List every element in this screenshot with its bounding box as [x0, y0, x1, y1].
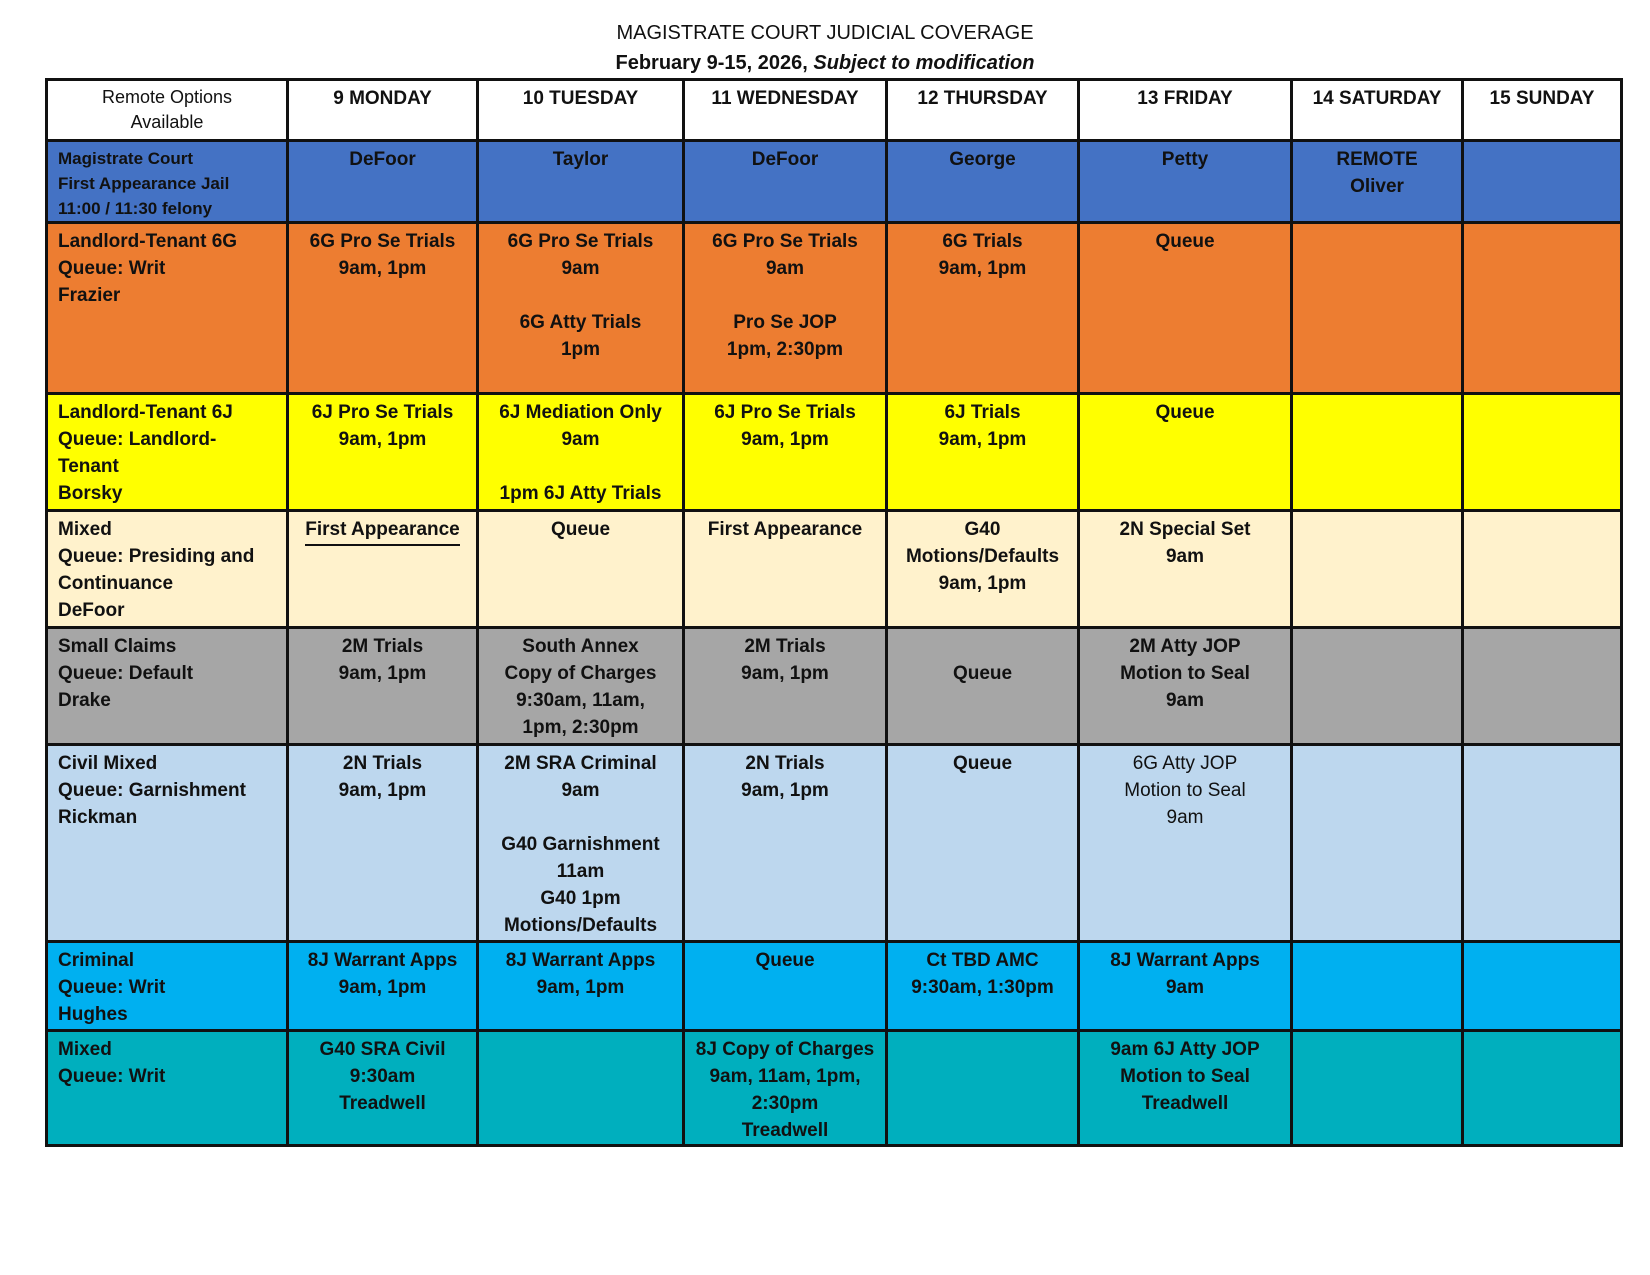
cell-friday: Queue [1079, 394, 1292, 511]
cell-monday: First Appearance [288, 511, 478, 628]
coverage-table [45, 78, 1623, 1147]
column-header-remote-options: Remote Options Available [47, 80, 288, 141]
cell-saturday [1292, 511, 1463, 628]
header-row [47, 80, 1622, 141]
row-label: Landlord-Tenant 6J Queue: Landlord- Tenant Borsky [47, 394, 288, 511]
subtitle-dates: February 9-15, 2026, [615, 52, 814, 74]
cell-sunday [1463, 1031, 1622, 1146]
cell-tuesday: 8J Warrant Apps 9am, 1pm [478, 942, 684, 1031]
cell-thursday [887, 1031, 1079, 1146]
cell-wednesday: First Appearance [684, 511, 887, 628]
column-header-thursday: 12 THURSDAY [887, 80, 1079, 141]
cell-monday: 6G Pro Se Trials 9am, 1pm [288, 223, 478, 394]
document-title: MAGISTRATE COURT JUDICIAL COVERAGE [616, 22, 1034, 44]
cell-saturday [1292, 942, 1463, 1031]
cell-wednesday: Queue [684, 942, 887, 1031]
row-label: Mixed Queue: Presiding and Continuance DeFoor [47, 511, 288, 628]
cell-tuesday: 6G Pro Se Trials 9am 6G Atty Trials 1pm [478, 223, 684, 394]
cell-monday: G40 SRA Civil 9:30am Treadwell [288, 1031, 478, 1146]
column-header-tuesday: 10 TUESDAY [478, 80, 684, 141]
cell-saturday [1292, 745, 1463, 942]
document-subtitle [0, 48, 1650, 78]
row-mixed-writ [47, 1031, 1622, 1146]
cell-monday: 8J Warrant Apps 9am, 1pm [288, 942, 478, 1031]
cell-tuesday: 6J Mediation Only 9am 1pm 6J Atty Trials [478, 394, 684, 511]
cell-tuesday: Taylor [478, 141, 684, 223]
cell-sunday [1463, 745, 1622, 942]
row-landlord-tenant-6g [47, 223, 1622, 394]
row-small-claims [47, 628, 1622, 745]
cell-wednesday: 2M Trials 9am, 1pm [684, 628, 887, 745]
cell-thursday: G40 Motions/Defaults 9am, 1pm [887, 511, 1079, 628]
cell-thursday: Queue [887, 745, 1079, 942]
cell-monday: 6J Pro Se Trials 9am, 1pm [288, 394, 478, 511]
document-header [0, 18, 1650, 78]
cell-sunday [1463, 942, 1622, 1031]
row-label: Civil Mixed Queue: Garnishment Rickman [47, 745, 288, 942]
subtitle-note: Subject to modification [813, 52, 1035, 74]
column-header-saturday: 14 SATURDAY [1292, 80, 1463, 141]
row-first-appearance-jail [47, 141, 1622, 223]
cell-tuesday [478, 1031, 684, 1146]
cell-wednesday: 8J Copy of Charges 9am, 11am, 1pm, 2:30pm Treadwell [684, 1031, 887, 1146]
column-header-wednesday: 11 WEDNESDAY [684, 80, 887, 141]
cell-monday: DeFoor [288, 141, 478, 223]
row-landlord-tenant-6j [47, 394, 1622, 511]
cell-thursday: 6G Trials 9am, 1pm [887, 223, 1079, 394]
cell-wednesday: 2N Trials 9am, 1pm [684, 745, 887, 942]
cell-saturday [1292, 394, 1463, 511]
row-label: Magistrate Court First Appearance Jail 11:00 / 11:30 felony [47, 141, 288, 223]
cell-saturday: REMOTE Oliver [1292, 141, 1463, 223]
cell-saturday [1292, 223, 1463, 394]
cell-friday: 6G Atty JOP Motion to Seal 9am [1079, 745, 1292, 942]
cell-friday: 8J Warrant Apps 9am [1079, 942, 1292, 1031]
cell-friday: Petty [1079, 141, 1292, 223]
cell-monday: 2M Trials 9am, 1pm [288, 628, 478, 745]
cell-friday: 2M Atty JOP Motion to Seal 9am [1079, 628, 1292, 745]
row-label: Small Claims Queue: Default Drake [47, 628, 288, 745]
cell-wednesday: 6G Pro Se Trials 9am Pro Se JOP 1pm, 2:30pm [684, 223, 887, 394]
column-header-monday: 9 MONDAY [288, 80, 478, 141]
cell-sunday [1463, 628, 1622, 745]
cell-wednesday: DeFoor [684, 141, 887, 223]
cell-friday: Queue [1079, 223, 1292, 394]
cell-thursday: Ct TBD AMC 9:30am, 1:30pm [887, 942, 1079, 1031]
cell-sunday [1463, 394, 1622, 511]
cell-tuesday: Queue [478, 511, 684, 628]
cell-thursday: 6J Trials 9am, 1pm [887, 394, 1079, 511]
row-label: Mixed Queue: Writ [47, 1031, 288, 1146]
row-criminal [47, 942, 1622, 1031]
column-header-sunday: 15 SUNDAY [1463, 80, 1622, 141]
cell-saturday [1292, 628, 1463, 745]
column-header-friday: 13 FRIDAY [1079, 80, 1292, 141]
cell-sunday [1463, 511, 1622, 628]
cell-monday: 2N Trials 9am, 1pm [288, 745, 478, 942]
cell-tuesday: 2M SRA Criminal 9am G40 Garnishment 11am G40 1pm Motions/Defaults [478, 745, 684, 942]
cell-thursday: George [887, 141, 1079, 223]
cell-thursday: Queue [887, 628, 1079, 745]
cell-friday: 2N Special Set 9am [1079, 511, 1292, 628]
cell-wednesday: 6J Pro Se Trials 9am, 1pm [684, 394, 887, 511]
cell-saturday [1292, 1031, 1463, 1146]
row-label: Landlord-Tenant 6G Queue: Writ Frazier [47, 223, 288, 394]
row-civil-mixed [47, 745, 1622, 942]
cell-tuesday: South Annex Copy of Charges 9:30am, 11am, 1pm, 2:30pm [478, 628, 684, 745]
cell-friday: 9am 6J Atty JOP Motion to Seal Treadwell [1079, 1031, 1292, 1146]
row-label: Criminal Queue: Writ Hughes [47, 942, 288, 1031]
cell-sunday [1463, 223, 1622, 394]
cell-sunday [1463, 141, 1622, 223]
row-mixed-presiding [47, 511, 1622, 628]
